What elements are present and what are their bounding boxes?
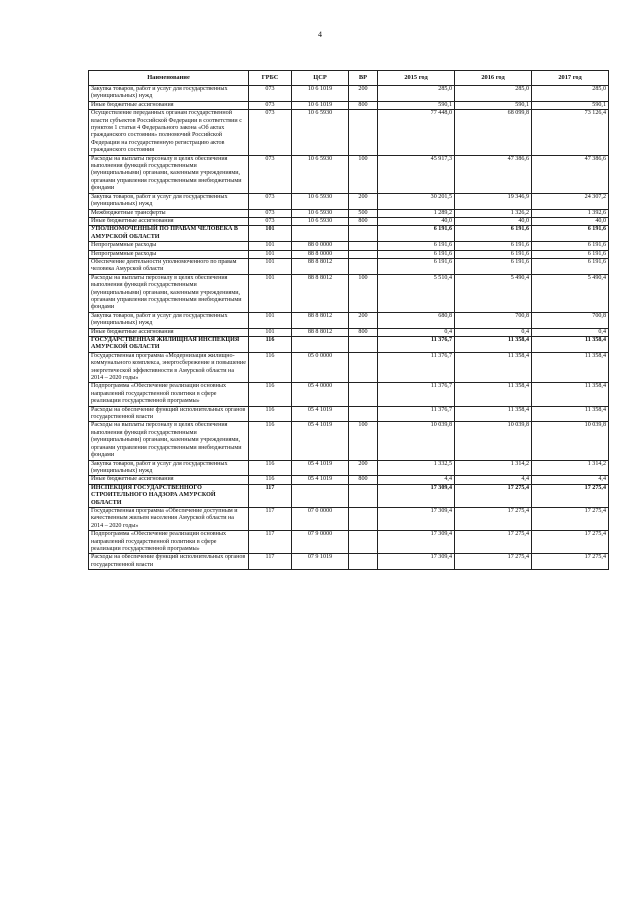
cell-2015: 11 376,7 (378, 383, 455, 406)
cell-csr: 10 6 5930 (292, 110, 349, 155)
cell-2016: 17 275,4 (455, 554, 532, 570)
cell-2017: 47 386,6 (532, 155, 609, 193)
cell-2017: 17 275,4 (532, 554, 609, 570)
cell-2015: 17 309,4 (378, 554, 455, 570)
table-row (89, 86, 609, 102)
cell-2016: 10 039,8 (455, 422, 532, 460)
cell-grbs: 116 (249, 352, 292, 383)
cell-2015: 4,4 (378, 476, 455, 484)
table-row (89, 460, 609, 476)
cell-name: Иные бюджетные ассигнования (89, 217, 249, 225)
table-row (89, 383, 609, 406)
cell-2015: 680,8 (378, 312, 455, 328)
table-row (89, 242, 609, 250)
cell-2015: 10 039,8 (378, 422, 455, 460)
table-row (89, 554, 609, 570)
table-row (89, 531, 609, 554)
cell-2015: 285,0 (378, 86, 455, 102)
cell-name: Закупка товаров, работ и услуг для государственных (муниципальных) нужд (89, 460, 249, 476)
cell-2016: 11 358,4 (455, 406, 532, 422)
cell-csr (292, 484, 349, 507)
cell-2015: 11 376,7 (378, 352, 455, 383)
cell-2015: 11 376,7 (378, 406, 455, 422)
cell-2015: 40,0 (378, 217, 455, 225)
cell-vr (349, 484, 378, 507)
header-2015: 2015 год (378, 71, 455, 86)
cell-2016: 40,0 (455, 217, 532, 225)
table-row (89, 155, 609, 193)
cell-2016: 700,8 (455, 312, 532, 328)
cell-csr: 88 8 8012 (292, 274, 349, 312)
cell-grbs: 116 (249, 383, 292, 406)
cell-2016: 6 191,6 (455, 250, 532, 258)
cell-vr (349, 531, 378, 554)
cell-csr: 05 4 1019 (292, 422, 349, 460)
table-row (89, 337, 609, 353)
cell-2015: 17 309,4 (378, 531, 455, 554)
cell-vr (349, 258, 378, 274)
cell-grbs: 116 (249, 406, 292, 422)
cell-vr (349, 226, 378, 242)
cell-name: Иные бюджетные ассигнования (89, 328, 249, 336)
cell-2015: 590,1 (378, 101, 455, 109)
cell-vr: 100 (349, 155, 378, 193)
cell-csr: 10 6 5930 (292, 209, 349, 217)
table-row (89, 312, 609, 328)
cell-name: Непрограммные расходы (89, 242, 249, 250)
header-grbs: ГРБС (249, 71, 292, 86)
table-row (89, 217, 609, 225)
cell-vr (349, 337, 378, 353)
cell-name: ИНСПЕКЦИЯ ГОСУДАРСТВЕННОГО СТРОИТЕЛЬНОГО НАДЗОРА АМУРСКОЙ ОБЛАСТИ (89, 484, 249, 507)
cell-2016: 0,4 (455, 328, 532, 336)
cell-2017: 17 275,4 (532, 484, 609, 507)
cell-grbs: 073 (249, 193, 292, 209)
cell-name: Расходы на выплаты персоналу в целях обеспечения выполнения функций государственными (муниципальными) органами, казенными учреждениями, органами управления государственными внебюджетными фондами (89, 155, 249, 193)
table-row (89, 193, 609, 209)
cell-2015: 1 289,2 (378, 209, 455, 217)
cell-2016: 5 490,4 (455, 274, 532, 312)
cell-name: Расходы на обеспечение функций исполнительных органов государственной власти (89, 554, 249, 570)
cell-2015: 11 376,7 (378, 337, 455, 353)
cell-2015: 30 201,5 (378, 193, 455, 209)
cell-name: Иные бюджетные ассигнования (89, 101, 249, 109)
cell-2017: 11 358,4 (532, 337, 609, 353)
cell-2016: 19 346,9 (455, 193, 532, 209)
table-row (89, 476, 609, 484)
cell-name: Государственная программа «Модернизация жилищно-коммунального комплекса, энергосбережение и повышение энергетической эффективности в Амурской области на 2014 – 2020 годы» (89, 352, 249, 383)
table-row (89, 328, 609, 336)
cell-grbs: 073 (249, 217, 292, 225)
cell-2016: 6 191,6 (455, 242, 532, 250)
cell-2017: 1 314,2 (532, 460, 609, 476)
cell-2016: 6 191,6 (455, 226, 532, 242)
cell-grbs: 101 (249, 242, 292, 250)
cell-grbs: 101 (249, 328, 292, 336)
cell-grbs: 116 (249, 476, 292, 484)
cell-name: Расходы на обеспечение функций исполнительных органов государственной власти (89, 406, 249, 422)
table-row (89, 484, 609, 507)
cell-vr: 200 (349, 86, 378, 102)
header-vr: ВР (349, 71, 378, 86)
cell-vr (349, 242, 378, 250)
table-row (89, 101, 609, 109)
cell-2017: 11 358,4 (532, 352, 609, 383)
cell-name: ГОСУДАРСТВЕННАЯ ЖИЛИЩНАЯ ИНСПЕКЦИЯ АМУРСКОЙ ОБЛАСТИ (89, 337, 249, 353)
table-row (89, 110, 609, 155)
table-row (89, 226, 609, 242)
table-row (89, 250, 609, 258)
cell-2015: 6 191,6 (378, 250, 455, 258)
cell-grbs: 073 (249, 110, 292, 155)
cell-csr: 10 6 5930 (292, 217, 349, 225)
cell-csr: 88 8 8012 (292, 312, 349, 328)
header-name: Наименование (89, 71, 249, 86)
cell-2017: 0,4 (532, 328, 609, 336)
cell-name: Осуществление переданных органам государственной власти субъектов Российской Федерации в соответствии с пунктом 1 статьи 4 Федерального закона «Об актах гражданского состояния» полномочий Российской Федерации на государственную регистрацию актов гражданского состояния (89, 110, 249, 155)
cell-2017: 24 307,2 (532, 193, 609, 209)
cell-2017: 17 275,4 (532, 531, 609, 554)
table-body (89, 86, 609, 570)
cell-name: Государственная программа «Обеспечение доступным и качественным жильем населения Амурской области на 2014 – 2020 годы» (89, 507, 249, 530)
cell-grbs: 101 (249, 312, 292, 328)
cell-2017: 10 039,8 (532, 422, 609, 460)
cell-2016: 590,1 (455, 101, 532, 109)
cell-grbs: 101 (249, 250, 292, 258)
cell-vr: 800 (349, 217, 378, 225)
cell-csr: 07 9 0000 (292, 531, 349, 554)
cell-vr (349, 383, 378, 406)
cell-csr: 88 8 0000 (292, 250, 349, 258)
cell-2017: 6 191,6 (532, 242, 609, 250)
page-number: 4 (318, 30, 322, 39)
cell-name: Закупка товаров, работ и услуг для государственных (муниципальных) нужд (89, 86, 249, 102)
header-csr: ЦСР (292, 71, 349, 86)
cell-2017: 17 275,4 (532, 507, 609, 530)
cell-csr: 07 9 1019 (292, 554, 349, 570)
cell-2015: 45 917,3 (378, 155, 455, 193)
cell-csr: 10 6 5930 (292, 155, 349, 193)
cell-name: Подпрограмма «Обеспечение реализации основных направлений государственной политики в сфере реализации государственной программы» (89, 383, 249, 406)
cell-grbs: 116 (249, 460, 292, 476)
cell-2017: 700,8 (532, 312, 609, 328)
cell-2016: 11 358,4 (455, 352, 532, 383)
cell-grbs: 117 (249, 531, 292, 554)
cell-csr: 05 4 1019 (292, 460, 349, 476)
table-row (89, 258, 609, 274)
cell-2017: 40,0 (532, 217, 609, 225)
cell-2016: 17 275,4 (455, 507, 532, 530)
cell-vr: 200 (349, 312, 378, 328)
cell-2017: 285,0 (532, 86, 609, 102)
cell-grbs: 117 (249, 507, 292, 530)
cell-2015: 17 309,4 (378, 507, 455, 530)
cell-2016: 11 358,4 (455, 337, 532, 353)
cell-grbs: 117 (249, 484, 292, 507)
cell-2015: 6 191,6 (378, 242, 455, 250)
table-header-row (89, 71, 609, 86)
cell-2015: 0,4 (378, 328, 455, 336)
cell-2016: 68 099,8 (455, 110, 532, 155)
cell-2016: 4,4 (455, 476, 532, 484)
table-row (89, 406, 609, 422)
cell-2015: 5 510,4 (378, 274, 455, 312)
table-row (89, 422, 609, 460)
cell-2017: 5 490,4 (532, 274, 609, 312)
cell-name: Межбюджетные трансферты (89, 209, 249, 217)
cell-2015: 6 191,6 (378, 226, 455, 242)
cell-vr: 800 (349, 101, 378, 109)
cell-vr (349, 110, 378, 155)
cell-2016: 1 326,2 (455, 209, 532, 217)
cell-csr: 05 0 0000 (292, 352, 349, 383)
cell-vr: 800 (349, 328, 378, 336)
cell-csr: 10 6 5930 (292, 193, 349, 209)
cell-2017: 6 191,6 (532, 258, 609, 274)
table-row (89, 352, 609, 383)
cell-vr (349, 250, 378, 258)
cell-grbs: 101 (249, 258, 292, 274)
cell-2017: 11 358,4 (532, 383, 609, 406)
cell-2015: 6 191,6 (378, 258, 455, 274)
cell-vr: 200 (349, 193, 378, 209)
cell-vr (349, 554, 378, 570)
cell-2015: 1 332,5 (378, 460, 455, 476)
cell-csr: 10 6 1019 (292, 86, 349, 102)
cell-grbs: 116 (249, 422, 292, 460)
cell-2017: 73 126,4 (532, 110, 609, 155)
cell-name: Непрограммные расходы (89, 250, 249, 258)
cell-csr: 05 4 0000 (292, 383, 349, 406)
cell-vr: 100 (349, 274, 378, 312)
cell-name: Подпрограмма «Обеспечение реализации основных направлений государственной политики в сфере реализации государственной программы» (89, 531, 249, 554)
cell-csr: 88 8 8012 (292, 328, 349, 336)
cell-2017: 6 191,6 (532, 250, 609, 258)
cell-name: Закупка товаров, работ и услуг для государственных (муниципальных) нужд (89, 312, 249, 328)
cell-vr (349, 352, 378, 383)
cell-grbs: 117 (249, 554, 292, 570)
cell-name: Расходы на выплаты персоналу в целях обеспечения выполнения функций государственными (муниципальными) органами, казенными учреждениями, органами управления государственными внебюджетными фондами (89, 274, 249, 312)
cell-2016: 47 386,6 (455, 155, 532, 193)
table-row (89, 209, 609, 217)
cell-csr: 88 0 0000 (292, 242, 349, 250)
cell-2016: 17 275,4 (455, 484, 532, 507)
cell-2016: 285,0 (455, 86, 532, 102)
header-2016: 2016 год (455, 71, 532, 86)
header-2017: 2017 год (532, 71, 609, 86)
cell-csr: 10 6 1019 (292, 101, 349, 109)
cell-vr: 100 (349, 422, 378, 460)
cell-csr: 05 4 1019 (292, 476, 349, 484)
cell-grbs: 116 (249, 337, 292, 353)
cell-2016: 11 358,4 (455, 383, 532, 406)
budget-table (88, 70, 609, 570)
cell-grbs: 073 (249, 155, 292, 193)
cell-vr: 500 (349, 209, 378, 217)
cell-grbs: 073 (249, 86, 292, 102)
cell-2016: 1 314,2 (455, 460, 532, 476)
cell-2016: 6 191,6 (455, 258, 532, 274)
cell-2017: 4,4 (532, 476, 609, 484)
cell-grbs: 073 (249, 101, 292, 109)
cell-vr (349, 406, 378, 422)
cell-vr: 800 (349, 476, 378, 484)
cell-name: Закупка товаров, работ и услуг для государственных (муниципальных) нужд (89, 193, 249, 209)
cell-2015: 17 309,4 (378, 484, 455, 507)
cell-2016: 17 275,4 (455, 531, 532, 554)
cell-2017: 11 358,4 (532, 406, 609, 422)
cell-name: Расходы на выплаты персоналу в целях обеспечения выполнения функций государственными (муниципальными) органами, казенными учреждениями, органами управления государственными внебюджетными фондами (89, 422, 249, 460)
cell-grbs: 073 (249, 209, 292, 217)
cell-2015: 77 448,0 (378, 110, 455, 155)
table-row (89, 274, 609, 312)
cell-2017: 6 191,6 (532, 226, 609, 242)
cell-2017: 1 392,6 (532, 209, 609, 217)
cell-csr: 88 8 8012 (292, 258, 349, 274)
cell-grbs: 101 (249, 274, 292, 312)
cell-name: Обеспечение деятельности уполномоченного по правам человека Амурской области (89, 258, 249, 274)
cell-csr: 05 4 1019 (292, 406, 349, 422)
cell-vr (349, 507, 378, 530)
table-row (89, 507, 609, 530)
cell-name: Иные бюджетные ассигнования (89, 476, 249, 484)
cell-csr (292, 337, 349, 353)
cell-csr: 07 0 0000 (292, 507, 349, 530)
cell-csr (292, 226, 349, 242)
cell-vr: 200 (349, 460, 378, 476)
cell-name: УПОЛНОМОЧЕННЫЙ ПО ПРАВАМ ЧЕЛОВЕКА В АМУРСКОЙ ОБЛАСТИ (89, 226, 249, 242)
cell-grbs: 101 (249, 226, 292, 242)
cell-2017: 590,1 (532, 101, 609, 109)
